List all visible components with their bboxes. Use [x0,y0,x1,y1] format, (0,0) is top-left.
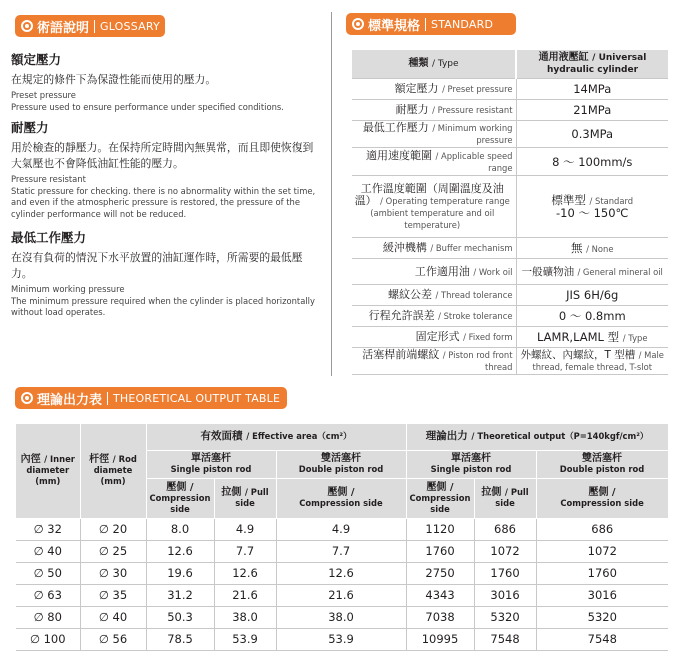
cell-f-pull: 7548 [474,628,536,650]
glossary-header-zh: 術語說明 [37,20,90,36]
table-row [16,628,668,650]
cell-bore: ∅ 50 [16,562,80,584]
table-row [16,562,668,584]
spec-value: 一般礦物油 / General mineral oil [516,259,668,285]
column-header-type: 種類 / Type [352,50,516,79]
spec-value: 0 ～ 0.8mm [516,306,668,327]
cell-a-pull: 4.9 [214,518,276,540]
cell-f-double: 7548 [536,628,668,650]
cell-a-pull: 21.6 [214,584,276,606]
spec-value: 外螺紋、內螺紋，T 型槽 / Male thread, female thread, T-slot [516,348,668,375]
glossary-en-desc: Pressure used to ensure performance under specified conditions. [11,101,284,112]
cell-a-double: 53.9 [276,628,406,650]
glossary-en-title: Preset pressure [11,90,76,100]
table-row: 緩沖機構 / Buffer mechanism 無 / None [352,238,668,259]
cell-a-comp: 12.6 [146,540,214,562]
cell-rod: ∅ 25 [80,540,146,562]
cell-a-double: 4.9 [276,518,406,540]
spec-label: 活塞桿前端螺紋 [362,348,440,361]
spec-label: 適用速度範圍 [366,148,432,162]
column-header-pull: 拉側 / Pull side [474,478,536,518]
spec-value: 8 ～ 100mm/s [516,148,668,176]
table-row: 行程允許誤差 / Stroke tolerance 0 ～ 0.8mm [352,306,668,327]
cell-a-comp: 31.2 [146,584,214,606]
spec-value: 0.3MPa [516,121,668,148]
target-icon [21,20,33,32]
column-header-bore: 內徑 / Inner diameter (mm) [16,424,80,518]
column-header-rod: 杆徑 / Rod diamete (mm) [80,424,146,518]
header-separator [94,20,95,33]
spec-label: 耐壓力 [395,103,429,116]
table-row: 耐壓力 / Pressure resistant 21MPa [352,100,668,121]
output-table-body [16,518,668,650]
column-header-single: 單活塞杆 Single piston rod [406,450,536,478]
cell-bore: ∅ 32 [16,518,80,540]
table-header-row [16,424,668,450]
table-row [16,606,668,628]
column-header-area: 有效面積 / Effective area（cm²） [146,424,406,450]
spec-label: 工作溫度範圍（周圍溫度及油溫） [354,181,504,207]
column-header-compression: 壓側 / Compression side [536,478,668,518]
cell-rod: ∅ 20 [80,518,146,540]
cell-f-comp: 7038 [406,606,474,628]
column-header-compression: 壓側 / Compression side [276,478,406,518]
column-header-universal: 通用液壓缸 / Universal hydraulic cylinder [516,50,668,79]
glossary [11,50,321,328]
cell-bore: ∅ 40 [16,540,80,562]
cell-bore: ∅ 80 [16,606,80,628]
cell-a-comp: 8.0 [146,518,214,540]
cell-f-comp: 1760 [406,540,474,562]
cell-a-pull: 38.0 [214,606,276,628]
spec-label: 緩沖機構 [382,241,427,254]
glossary-item [11,118,321,228]
output-header-en: THEORETICAL OUTPUT TABLE [113,391,281,405]
glossary-header-en: GLOSSARY [100,19,160,33]
glossary-header [15,15,165,37]
cell-f-double: 3016 [536,584,668,606]
spec-value: 標準型 / Standard -10 ～ 150℃ [516,176,668,238]
table-row: 螺紋公差 / Thread tolerance JIS 6H/6g [352,285,668,306]
cell-f-pull: 686 [474,518,536,540]
cell-a-pull: 12.6 [214,562,276,584]
cell-f-comp: 10995 [406,628,474,650]
spec-label: 螺紋公差 [388,288,433,301]
spec-label: 行程允許誤差 [368,309,435,322]
cell-a-double: 21.6 [276,584,406,606]
header-separator [107,392,108,405]
cell-rod: ∅ 56 [80,628,146,650]
table-row [16,584,668,606]
table-row: 固定形式 / Fixed form LAMR,LAML 型 / Type [352,327,668,348]
output-table [16,424,669,651]
column-header-single: 單活塞杆 Single piston rod [146,450,276,478]
spec-value: JIS 6H/6g [516,285,668,306]
table-row: 工作溫度範圍（周圍溫度及油溫） / Operating temperature range (ambient temperature and oil temperature) 標準型 / Standard -10 ～ 150℃ [352,176,668,238]
table-row: 適用速度範圍 / Applicable speed range 8 ～ 100mm/s [352,148,668,176]
cell-f-double: 686 [536,518,668,540]
table-row: 最低工作壓力 / Minimum working pressure 0.3MPa [352,121,668,148]
cell-a-double: 38.0 [276,606,406,628]
cell-a-comp: 78.5 [146,628,214,650]
cell-f-double: 1760 [536,562,668,584]
column-divider [331,12,332,376]
glossary-term: 最低工作壓力 [11,230,87,245]
cell-bore: ∅ 100 [16,628,80,650]
spec-label: 額定壓力 [394,82,439,95]
target-icon [21,392,33,404]
column-header-pull: 拉側 / Pull side [214,478,276,518]
output-header-zh: 理論出力表 [37,392,103,408]
cell-a-double: 12.6 [276,562,406,584]
column-header-double: 雙活塞杆 Double piston rod [536,450,668,478]
table-row: 工作適用油 / Work oil 一般礦物油 / General mineral oil [352,259,668,285]
column-header-compression: 壓側 / Compression side [406,478,474,518]
spec-label: 工作適用油 [414,264,470,278]
spec-value: 無 / None [516,238,668,259]
glossary-en-title: Minimum working pressure [11,284,125,294]
glossary-desc: 在沒有負荷的情況下水平放置的油缸運作時，所需要的最低壓力。 [11,251,303,280]
standard-header-zh: 標準規格 [368,18,421,34]
cell-rod: ∅ 40 [80,606,146,628]
spec-value: 21MPa [516,100,668,121]
cell-a-comp: 50.3 [146,606,214,628]
cell-f-pull: 3016 [474,584,536,606]
column-header-double: 雙活塞杆 Double piston rod [276,450,406,478]
standard-header-en: STANDARD [431,17,494,31]
table-header-row [352,50,668,79]
cell-a-double: 7.7 [276,540,406,562]
column-header-force: 理論出力 / Theoretical output（P=140kgf/cm²） [406,424,668,450]
cell-rod: ∅ 35 [80,584,146,606]
glossary-desc: 用於檢查的靜壓力。在保持所定時間內無異常，而且即使恢復到大氣壓也不會降低油缸性能的壓力。 [11,141,314,170]
table-row: 活塞桿前端螺紋 / Piston rod front thread 外螺紋、內螺紋，T 型槽 / Male thread, female thread, T-slot [352,348,668,375]
header-separator [425,18,426,31]
cell-f-double: 1072 [536,540,668,562]
cell-f-double: 5320 [536,606,668,628]
cell-rod: ∅ 30 [80,562,146,584]
glossary-term: 耐壓力 [11,120,49,135]
cell-a-pull: 53.9 [214,628,276,650]
cell-f-pull: 1072 [474,540,536,562]
cell-f-pull: 5320 [474,606,536,628]
cell-f-pull: 1760 [474,562,536,584]
glossary-item [11,50,321,118]
cell-a-pull: 7.7 [214,540,276,562]
cell-f-comp: 4343 [406,584,474,606]
cell-f-comp: 1120 [406,518,474,540]
standard-header [346,13,516,35]
table-row [16,518,668,540]
standard-table [352,50,668,375]
target-icon [352,18,364,30]
cell-f-comp: 2750 [406,562,474,584]
glossary-en-title: Pressure resistant [11,174,86,184]
spec-value: 14MPa [516,79,668,100]
glossary-en-desc: Static pressure for checking. there is no abnormality within the set time, and even if the atmospheric pressure is restored, the pressure of the cylinder performance will not be reduced. [11,185,316,219]
glossary-term: 額定壓力 [11,52,62,67]
spec-label: 最低工作壓力 [362,121,429,134]
spec-value: LAMR,LAML 型 / Type [516,327,668,348]
glossary-item [11,228,321,328]
cell-bore: ∅ 63 [16,584,80,606]
table-row [16,540,668,562]
output-header [15,387,287,409]
spec-label: 固定形式 [415,330,460,343]
column-header-compression: 壓側 / Compression side [146,478,214,518]
cell-a-comp: 19.6 [146,562,214,584]
glossary-desc: 在規定的條件下為保證性能而使用的壓力。 [11,73,217,86]
table-row: 額定壓力 / Preset pressure 14MPa [352,79,668,100]
glossary-en-desc: The minimum pressure required when the cylinder is placed horizontally without load operates. [11,295,315,317]
